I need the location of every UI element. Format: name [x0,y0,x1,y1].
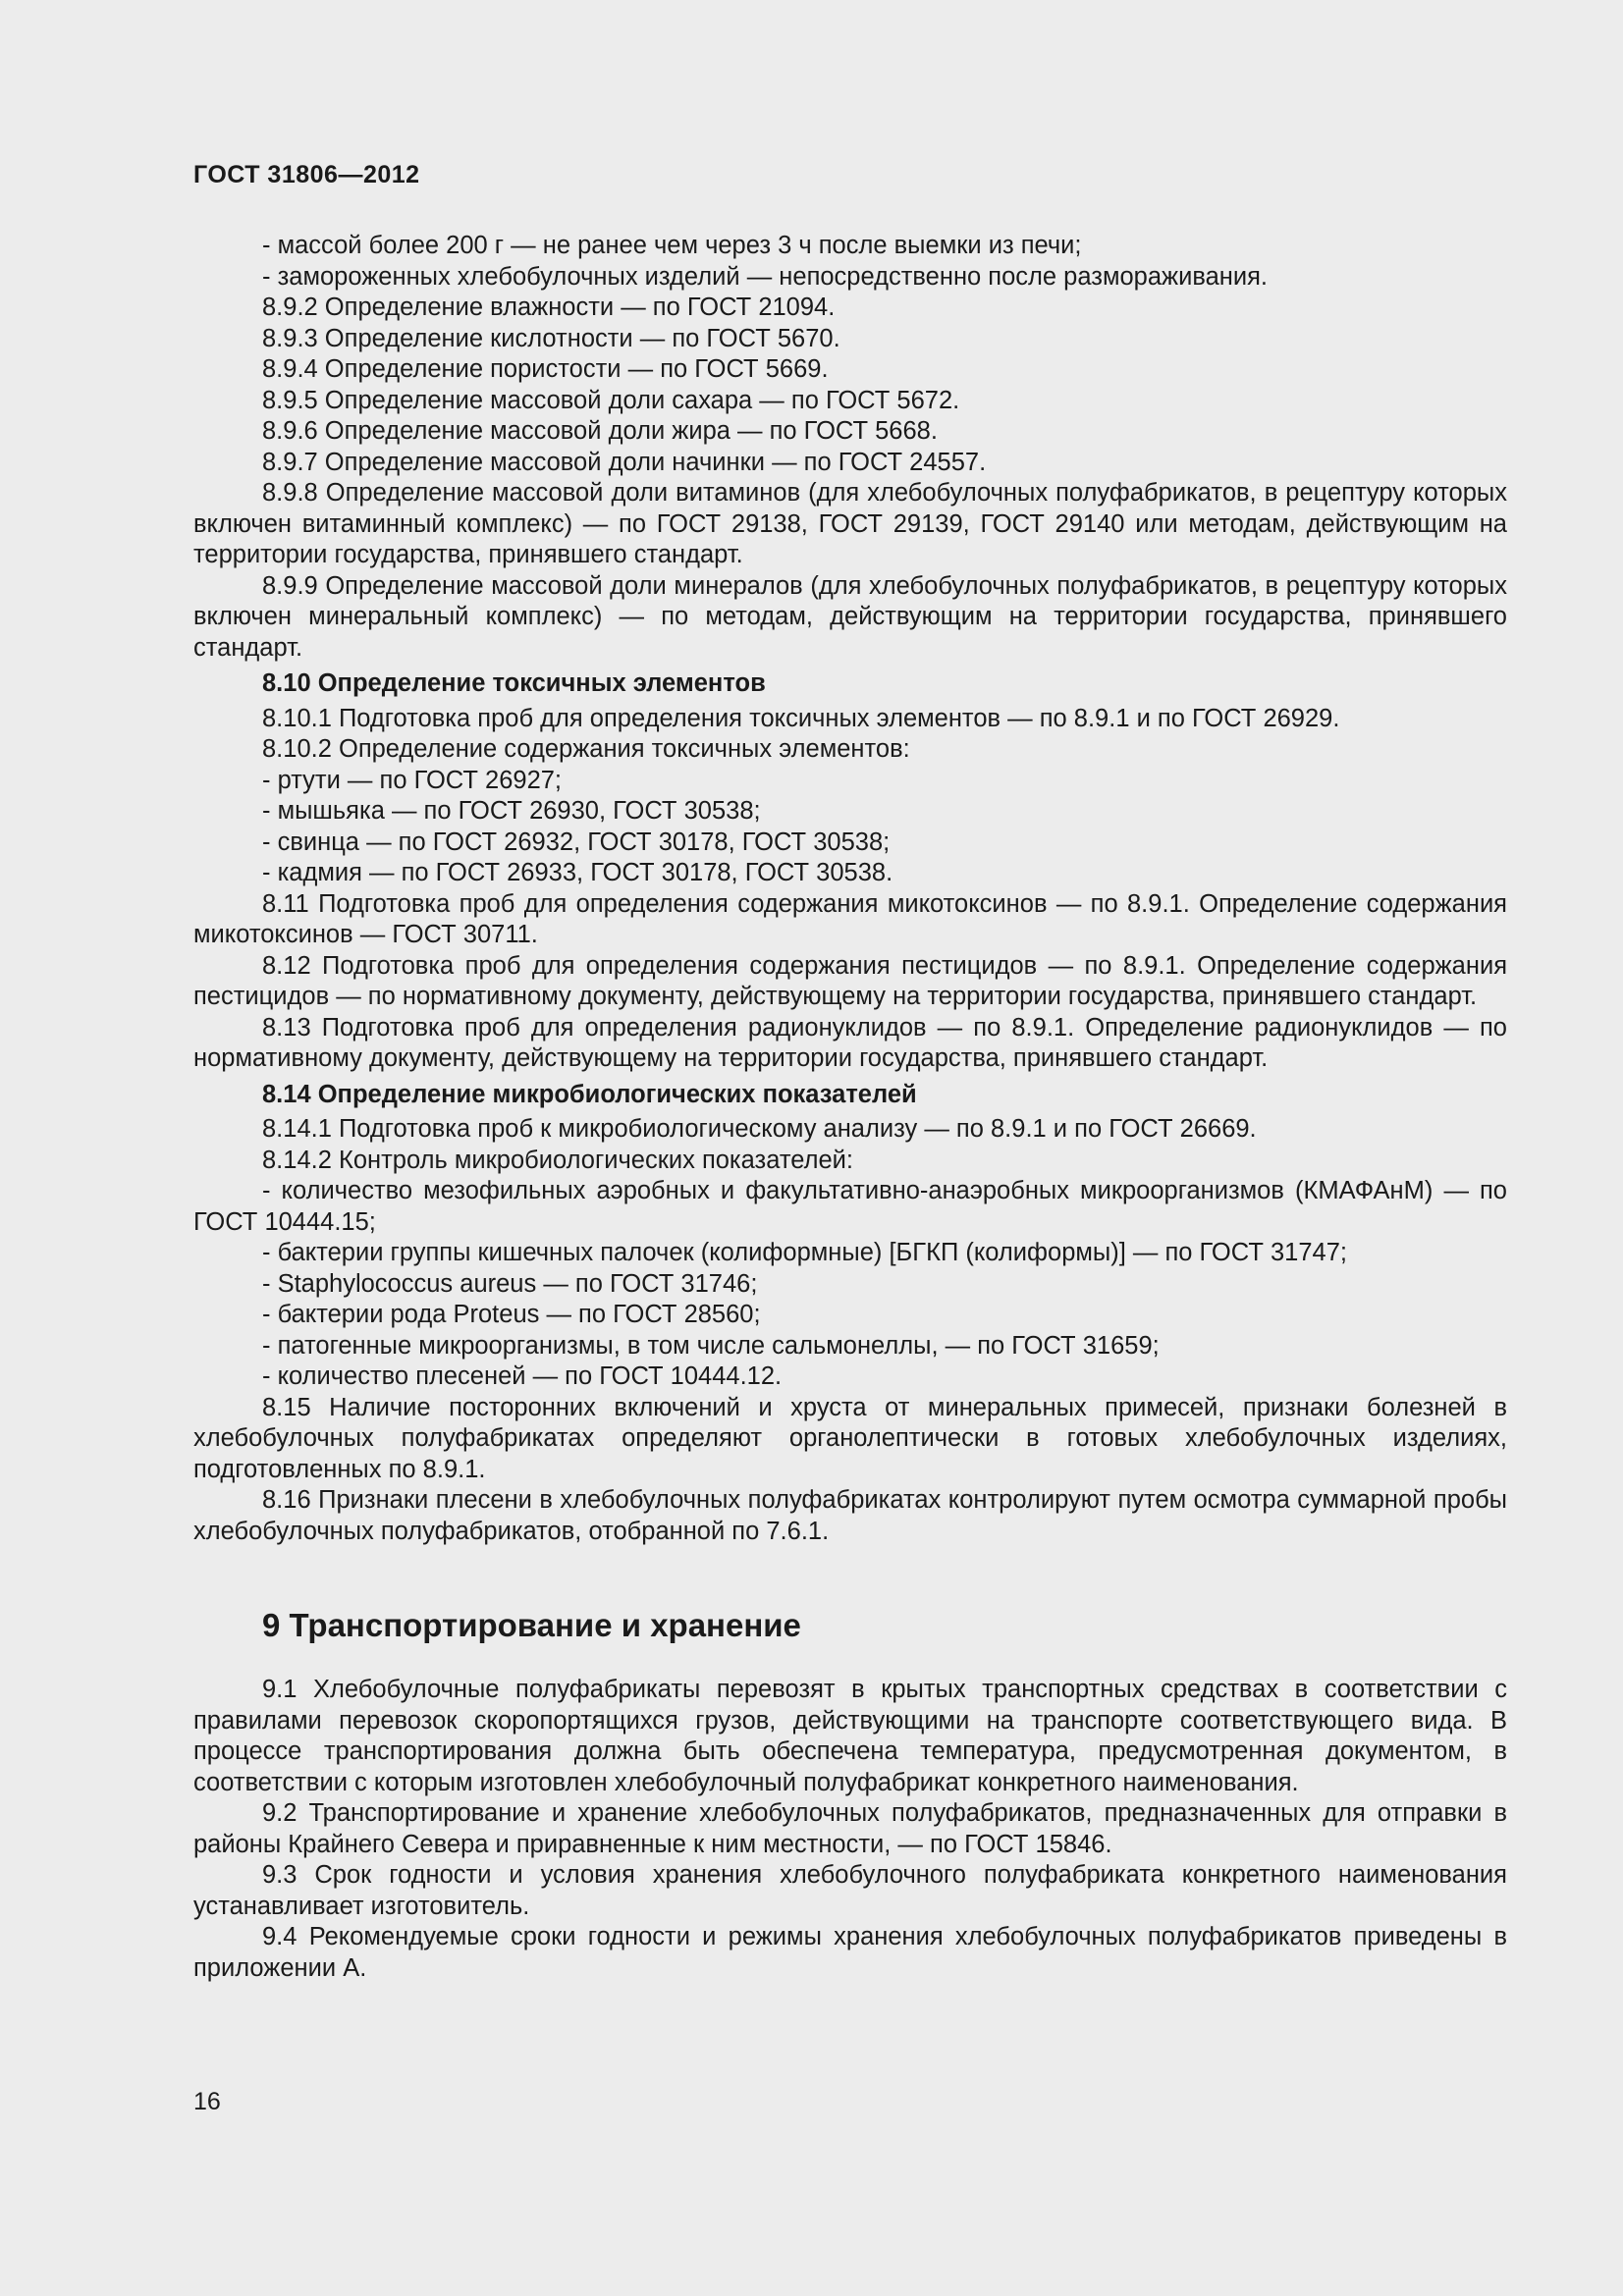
clause: 8.16 Признаки плесени в хлебобулочных полуфабрикатах контролируют путем осмотра суммарной пробы хлебобулочных полуфабрикатов, отобранной по 7.6.1. [193,1486,1507,1545]
list-item: - количество мезофильных аэробных и факультативно-анаэробных микроорганизмов (КМАФАнМ) — по ГОСТ 10444.15; [193,1177,1507,1236]
clause: 8.9.7 Определение массовой доли начинки — по ГОСТ 24557. [262,448,987,476]
list-item: - мышьяка — по ГОСТ 26930, ГОСТ 30538; [262,797,761,825]
list-item: - кадмия — по ГОСТ 26933, ГОСТ 30178, ГОСТ 30538. [262,859,893,886]
clause: 9.3 Срок годности и условия хранения хлебобулочного полуфабриката конкретного наименования устанавливает изготовитель. [193,1861,1507,1920]
clause: 8.9.9 Определение массовой доли минералов (для хлебобулочных полуфабрикатов, в рецептуру которых включен минеральный комплекс) — по методам, действующим на территории государства, принявшего стандарт. [193,571,1507,662]
clause: 8.9.2 Определение влажности — по ГОСТ 21094. [262,294,836,321]
document-body [193,231,1507,1984]
list-item: - бактерии группы кишечных палочек (колиформные) [БГКП (колиформы)] — по ГОСТ 31747; [262,1239,1347,1266]
clause: 8.10.1 Подготовка проб для определения токсичных элементов — по 8.9.1 и по ГОСТ 26929. [262,704,1340,732]
list-item: - количество плесеней — по ГОСТ 10444.12. [262,1362,783,1390]
clause: 8.11 Подготовка проб для определения содержания микотоксинов — по 8.9.1. Определение содержания микотоксинов — ГОСТ 30711. [193,889,1507,948]
list-item: - патогенные микроорганизмы, в том числе сальмонеллы, — по ГОСТ 31659; [262,1331,1160,1360]
clause: 8.9.5 Определение массовой доли сахара — по ГОСТ 5672. [262,386,960,414]
clause: 8.10.2 Определение содержания токсичных элементов: [262,735,910,763]
list-item: - Staphylococcus aureus — по ГОСТ 31746; [262,1269,758,1298]
clause: 8.14.1 Подготовка проб к микробиологическому анализу — по 8.9.1 и по ГОСТ 26669. [262,1115,1257,1143]
clause: 8.9.8 Определение массовой доли витаминов (для хлебобулочных полуфабрикатов, в рецептуру которых включен витаминный комплекс) — по ГОСТ 29138, ГОСТ 29139, ГОСТ 29140 или методам, действующим на территории государства, принявшего стандарт. [193,479,1507,568]
clause: 8.9.4 Определение пористости — по ГОСТ 5669. [262,355,829,383]
list-item: - массой более 200 г — не ранее чем через 3 ч после выемки из печи; [262,232,1082,259]
clause: 8.9.6 Определение массовой доли жира — по ГОСТ 5668. [262,417,938,445]
list-item: - ртути — по ГОСТ 26927; [262,766,563,794]
clause: 9.1 Хлебобулочные полуфабрикаты перевозят в крытых транспортных средствах в соответствии с правилами перевозок скоропортящихся грузов, действующими на транспорте соответствующего вида. В процессе транспортирования должна быть обеспечена температура, предусмотренная документом, в соответствии с которым изготовлен хлебобулочный полуфабрикат конкретного наименования. [193,1676,1507,1796]
subsection-heading: 8.10 Определение токсичных элементов [262,669,766,697]
page-number: 16 [193,2088,221,2115]
clause: 8.15 Наличие посторонних включений и хруста от минеральных примесей, признаки болезней в хлебобулочных полуфабрикатах определяют органолептически в готовых хлебобулочных изделиях, подготовленных по 8.9.1. [193,1393,1507,1483]
subsection-heading: 8.14 Определение микробиологических показателей [262,1080,917,1108]
list-item: - бактерии рода Proteus — по ГОСТ 28560; [262,1301,761,1328]
clause: 8.14.2 Контроль микробиологических показателей: [262,1146,853,1174]
document-header: ГОСТ 31806—2012 [193,161,420,188]
list-item: - замороженных хлебобулочных изделий — непосредственно после размораживания. [262,262,1268,291]
clause: 8.9.3 Определение кислотности — по ГОСТ 5670. [262,324,840,352]
clause: 9.2 Транспортирование и хранение хлебобулочных полуфабрикатов, предназначенных для отправки в районы Крайнего Севера и приравненные к ним местности, — по ГОСТ 15846. [193,1799,1507,1858]
section-heading: 9 Транспортирование и хранение [262,1607,801,1643]
list-item: - свинца — по ГОСТ 26932, ГОСТ 30178, ГОСТ 30538; [262,828,891,856]
clause: 9.4 Рекомендуемые сроки годности и режимы хранения хлебобулочных полуфабрикатов приведены в приложении А. [193,1923,1507,1982]
clause: 8.13 Подготовка проб для определения радионуклидов — по 8.9.1. Определение радионуклидов — по нормативному документу, действующему на территории государства, принявшего стандарт. [193,1013,1507,1072]
clause: 8.12 Подготовка проб для определения содержания пестицидов — по 8.9.1. Определение содержания пестицидов — по нормативному документу, действующему на территории государства, принявшего стандарт. [193,951,1507,1010]
